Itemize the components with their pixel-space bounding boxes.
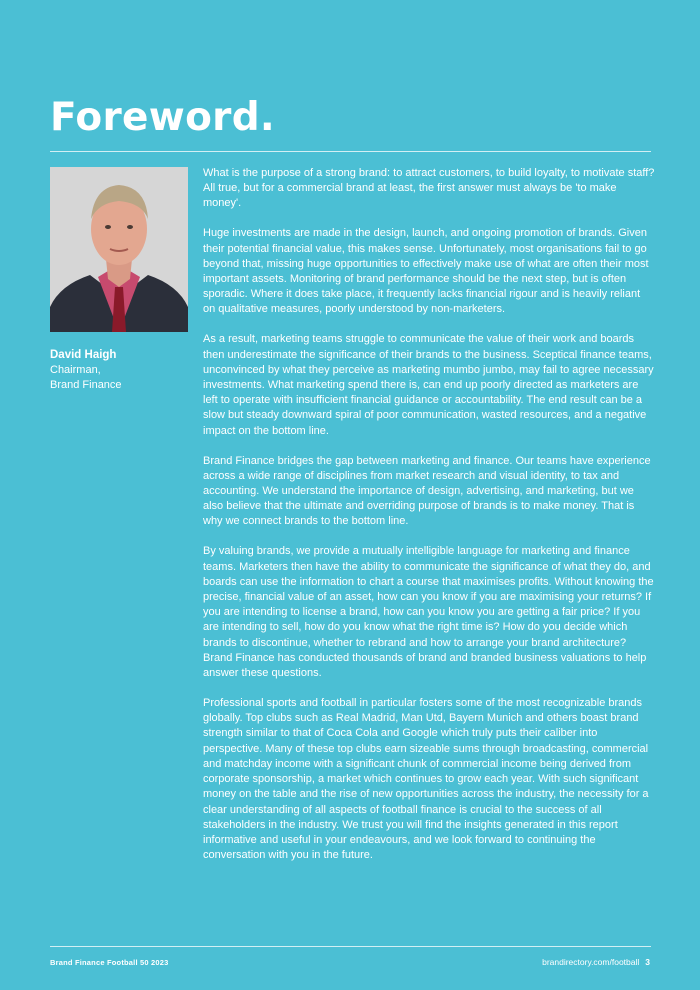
paragraph: What is the purpose of a strong brand: to attract customers, to build loyalty, to motivate staff? All true, but for a commercial brand at least, the first answer must always be 'to make money'. <box>203 167 655 210</box>
paragraph: By valuing brands, we provide a mutually intelligible language for marketing and finance teams. Marketers then have the ability to communicate the significance of what they do, and boards can use the information to chart a course that maximises profits. Without knowing the precise, financial value of an asset, how can you know if you are maximising your returns? If you are intending to license a brand, how can you know you are getting a fair price? If you are intending to sell, how do you know what the right time is? How do you decide which brands to discontinue, whether to rebrand and how to arrange your brand architecture? Brand Finance has conducted thousands of brand and branded business valuations to help answer these questions. <box>203 545 654 680</box>
paragraph: Huge investments are made in the design, launch, and ongoing promotion of brands. Given their potential financial value, this makes sense. Unfortunately, most organisations fail to go beyond that, missing huge opportunities to effectively make use of what are often their most important assets. Monitoring of brand performance should be the next step, but is often sporadic. Where it does take place, it frequently lacks financial rigour and is heavily reliant on qualitative measures, poorly understood by non-marketers. <box>203 227 649 316</box>
paragraph: As a result, marketing teams struggle to communicate the value of their work and boards then underestimate the significance of their brands to the business. Sceptical finance teams, unconvinced by what they perceive as marketing mumbo jumbo, may fail to agree necessary investments. What marketing spend there is, can end up poorly directed as marketers are left to operate with insufficient financial guidance or accountability. The end result can be a slow but steady downward spiral of poor communication, wasted resources, and a negative impact on the bottom line. <box>203 333 654 437</box>
portrait-photo <box>50 167 188 332</box>
author-name: David Haigh <box>50 349 117 361</box>
author-role-line1: Chairman, <box>50 364 101 376</box>
page-title: Foreword. <box>50 95 276 140</box>
bottom-divider <box>50 946 651 947</box>
author-role-line2: Brand Finance <box>50 379 122 391</box>
portrait-photo-icon <box>50 167 188 332</box>
author-role <box>50 363 122 393</box>
page-number: 3 <box>645 957 650 967</box>
foreword-body <box>203 166 655 878</box>
footer-url-link[interactable]: brandirectory.com/football <box>542 957 640 967</box>
top-divider <box>50 151 651 152</box>
footer-publication: Brand Finance Football 50 2023 <box>50 958 169 967</box>
footer-right <box>542 957 650 967</box>
paragraph: Brand Finance bridges the gap between marketing and finance. Our teams have experience across a wide range of disciplines from market research and visual identity, to tax and accounting. We understand the importance of design, advertising, and marketing, but we also believe that the ultimate and overriding purpose of brands is to make money. That is why we connect brands to the bottom line. <box>203 454 651 528</box>
paragraph: Professional sports and football in particular fosters some of the most recognizable brands globally. Top clubs such as Real Madrid, Man Utd, Bayern Munich and others boast brand strength similar to that of Coca Cola and Google which truly puts their caliber into perspective. Many of these top clubs earn sizeable sums through broadcasting, commercial and matchday income with a significant chunk of commercial income being derived from corporate sponsorship, a market which continues to grow each year. With such significant money on the table and the rise of new opportunities across the industry, the necessity for a clear understanding of all aspects of football finance is crucial to the success of all stakeholders in the industry. We trust you will find the insights generated in this report informative and useful in your endeavours, and we look forward to continuing the conversation with you in the future. <box>203 697 649 862</box>
